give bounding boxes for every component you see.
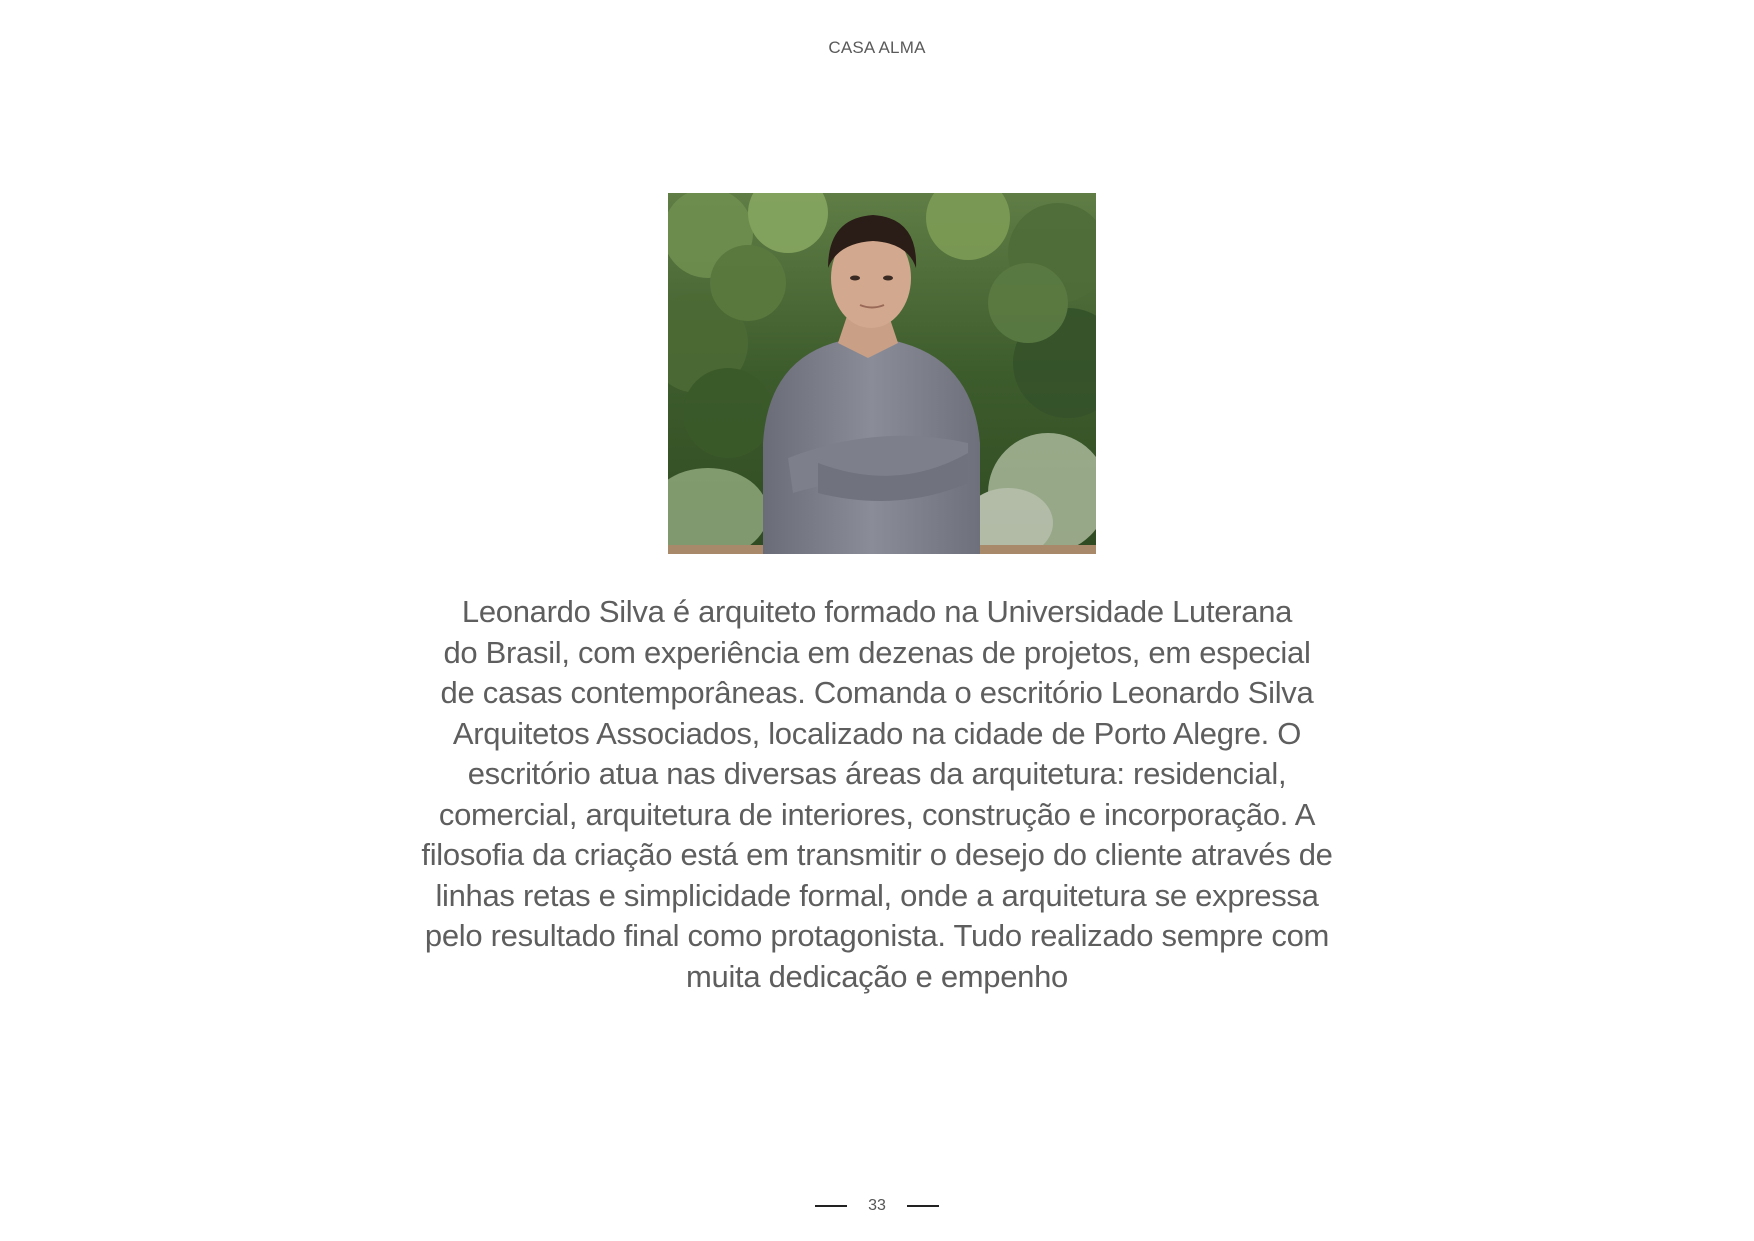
portrait-photo [668, 193, 1096, 554]
running-header: CASA ALMA [828, 38, 926, 57]
bio-line: filosofia da criação está em transmitir o desejo do cliente através de [421, 837, 1333, 872]
page-footer [0, 1196, 1754, 1216]
bio-line: Leonardo Silva é arquiteto formado na Universidade Luterana [461, 594, 1293, 629]
bio-line: linhas retas e simplicidade formal, onde a arquitetura se expressa [435, 877, 1319, 913]
bio-line: Arquitetos Associados, localizado na cidade de Porto Alegre. O [452, 715, 1302, 751]
bio-line: muita dedicação e empenho [686, 958, 1068, 994]
bio-line: pelo resultado final como protagonista. Tudo realizado sempre com [424, 918, 1330, 953]
page-number: 33 [868, 1197, 886, 1214]
left-rule [815, 1205, 847, 1207]
bio-paragraph [410, 592, 1344, 997]
bio-line: escritório atua nas diversas áreas da arquitetura: residencial, [467, 756, 1287, 791]
portrait-illustration [668, 193, 1096, 554]
bio-line: comercial, arquitetura de interiores, construção e incorporação. A [438, 796, 1316, 832]
bio-line: do Brasil, com experiência em dezenas de projetos, em especial [443, 634, 1311, 670]
bio-line: de casas contemporâneas. Comanda o escritório Leonardo Silva [440, 675, 1314, 710]
right-rule [907, 1205, 939, 1207]
